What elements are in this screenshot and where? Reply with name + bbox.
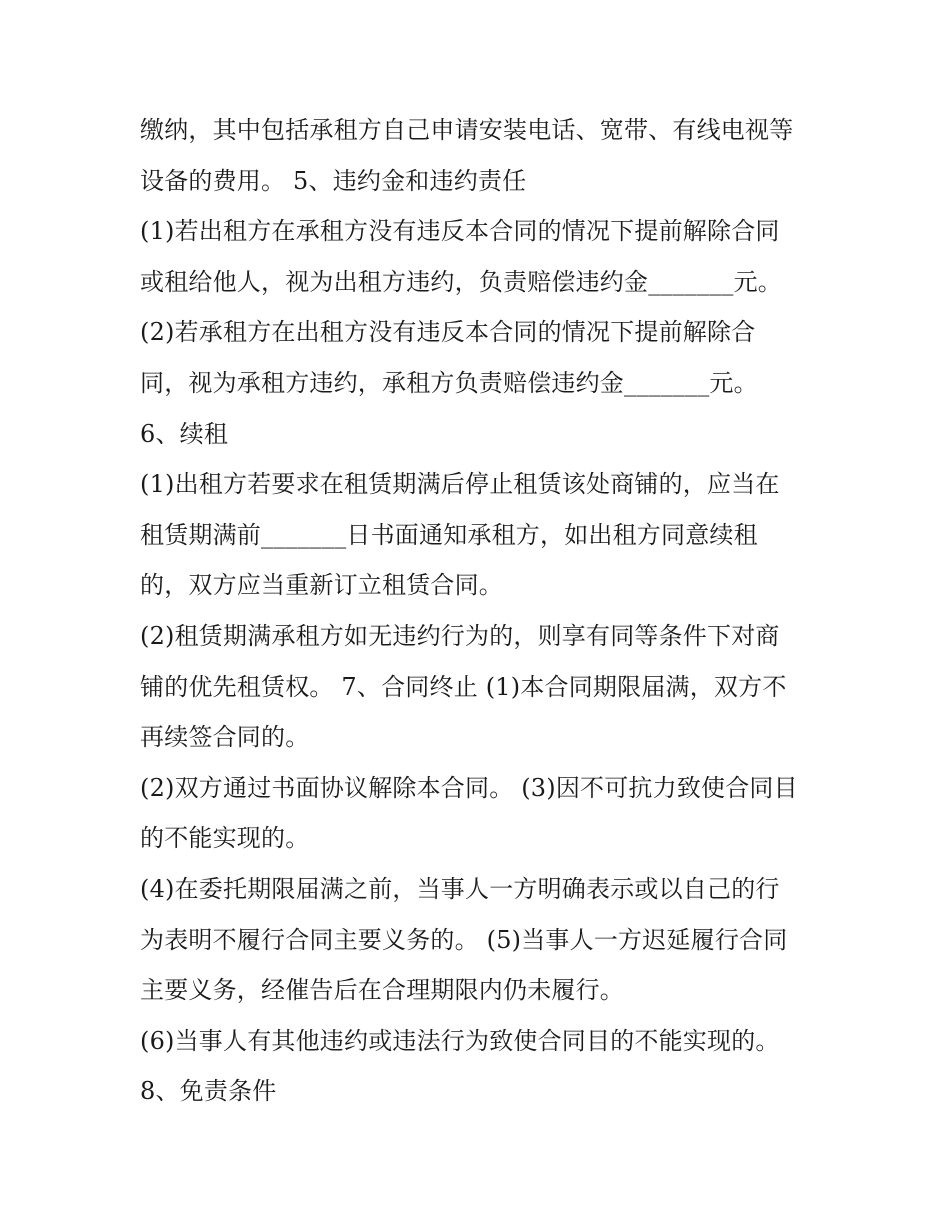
text-line: (4)在委托期限届满之前，当事人一方明确表示或以自己的行 xyxy=(140,875,780,903)
text-line: (2)若承租方在出租方没有违反本合同的情况下提前解除合 xyxy=(140,318,756,346)
text-line: (1)若出租方在承租方没有违反本合同的情况下提前解除合同 xyxy=(140,217,780,245)
text-line: 同，视为承租方违约，承租方负责赔偿违约金_______元。 xyxy=(140,369,758,397)
text-line: 的不能实现的。 xyxy=(140,824,310,852)
text-line: 或租给他人，视为出租方违约，负责赔偿违约金_______元。 xyxy=(140,268,782,296)
text-line: (2)双方通过书面协议解除本合同。 (3)因不可抗力致使合同目 xyxy=(140,774,798,802)
text-line: 缴纳，其中包括承租方自己申请安装电话、宽带、有线电视等 xyxy=(140,116,794,144)
text-line: 设备的费用。 5、违约金和违约责任 xyxy=(140,167,527,195)
section-heading: 8、免责条件 xyxy=(140,1077,277,1105)
text-line: 铺的优先租赁权。 7、合同终止 (1)本合同期限届满，双方不 xyxy=(140,673,787,701)
text-line: 租赁期满前_______日书面通知承租方，如出租方同意续租 xyxy=(140,521,758,549)
text-line: 主要义务，经催告后在合理期限内仍未履行。 xyxy=(140,976,624,1004)
section-heading: 6、续租 xyxy=(140,420,229,448)
text-line: 的，双方应当重新订立租赁合同。 xyxy=(140,571,503,599)
text-line: 为表明不履行合同主要义务的。 (5)当事人一方迟延履行合同 xyxy=(140,926,788,954)
text-line: (2)租赁期满承租方如无违约行为的，则享有同等条件下对商 xyxy=(140,622,780,650)
text-line: (6)当事人有其他违约或违法行为致使合同目的不能实现的。 xyxy=(140,1027,780,1055)
text-line: 再续签合同的。 xyxy=(140,723,310,751)
text-line: (1)出租方若要求在租赁期满后停止租赁该处商铺的，应当在 xyxy=(140,470,780,498)
